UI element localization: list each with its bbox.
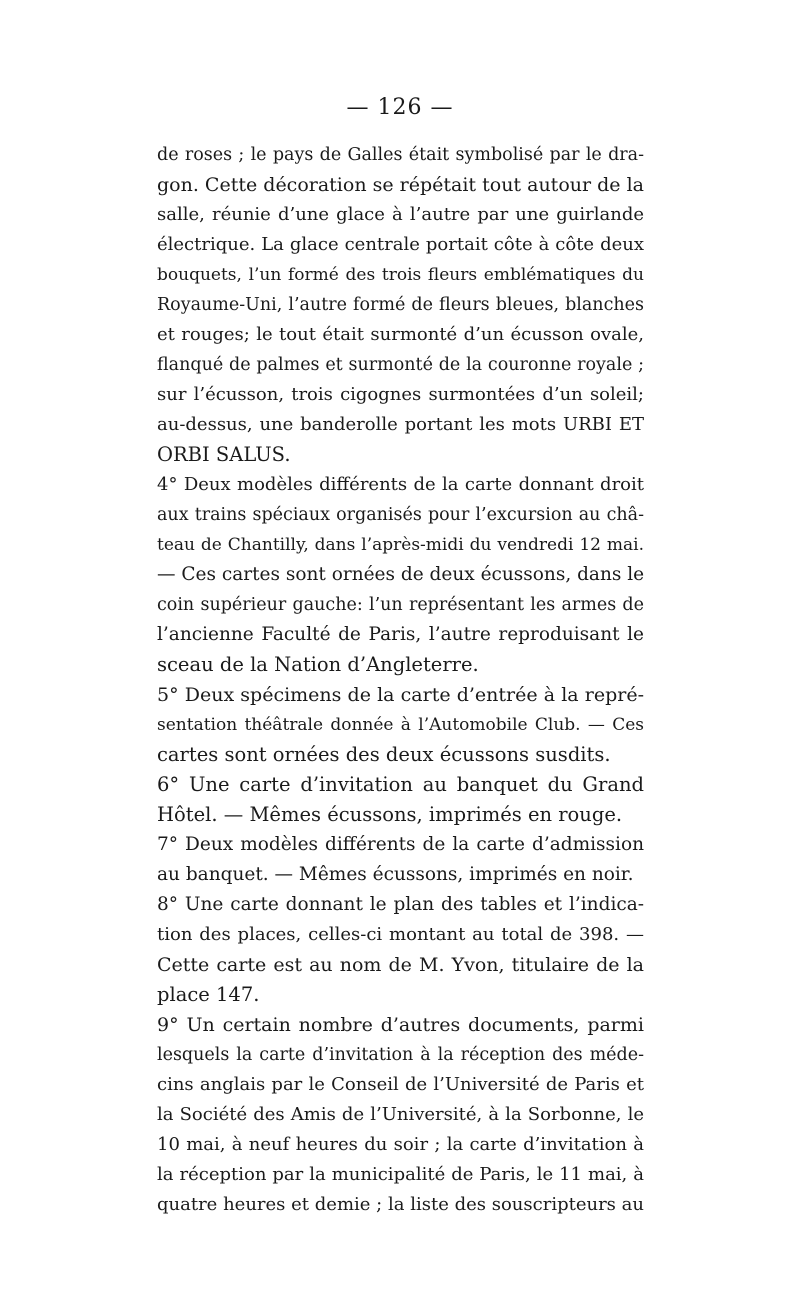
text-line: 7° Deux modèles différents de la carte d’admission bbox=[157, 834, 644, 855]
text-line: bouquets, l’un formé des trois fleurs emblématiques du bbox=[157, 265, 644, 285]
text-line: Cette carte est au nom de M. Yvon, titulaire de la bbox=[157, 954, 644, 976]
page-body bbox=[157, 140, 644, 1220]
text-line: 4° Deux modèles différents de la carte donnant droit bbox=[157, 474, 644, 495]
text-line: 9° Un certain nombre d’autres documents, parmi bbox=[157, 1014, 644, 1036]
text-line: place 147. bbox=[157, 983, 260, 1006]
text-line: la réception par la municipalité de Paris, le 11 mai, à bbox=[157, 1164, 644, 1185]
text-line: 8° Une carte donnant le plan des tables et l’indica- bbox=[157, 894, 644, 915]
text-line: salle, réunie d’une glace à l’autre par une guirlande bbox=[157, 204, 644, 225]
text-line: 6° Une carte d’invitation au banquet du Grand bbox=[157, 773, 644, 796]
text-line: sentation théâtrale donnée à l’Automobile Club. — Ces bbox=[157, 715, 644, 735]
text-line: sceau de la Nation d’Angleterre. bbox=[157, 653, 479, 676]
text-line: au banquet. — Mêmes écussons, imprimés en noir. bbox=[157, 864, 634, 885]
text-line: la Société des Amis de l’Université, à la Sorbonne, le bbox=[157, 1104, 644, 1125]
page-number-header: — 126 — bbox=[346, 95, 454, 120]
text-line: l’ancienne Faculté de Paris, l’autre reproduisant le bbox=[157, 624, 644, 645]
text-line: quatre heures et demie ; la liste des souscripteurs au bbox=[157, 1194, 644, 1215]
text-line: lesquels la carte d’invitation à la réception des méde- bbox=[157, 1045, 644, 1065]
text-line: cins anglais par le Conseil de l’Université de Paris et bbox=[157, 1074, 644, 1095]
text-line: et rouges; le tout était surmonté d’un écusson ovale, bbox=[157, 324, 644, 345]
text-line: tion des places, celles-ci montant au total de 398. — bbox=[157, 924, 644, 945]
text-line: gon. Cette décoration se répétait tout autour de la bbox=[157, 174, 644, 196]
text-line: sur l’écusson, trois cigognes surmontées d’un soleil; bbox=[157, 384, 644, 405]
text-line: au-dessus, une banderolle portant les mots URBI ET bbox=[157, 414, 644, 435]
text-line: 10 mai, à neuf heures du soir ; la carte d’invitation à bbox=[157, 1134, 644, 1155]
text-line: cartes sont ornées des deux écussons susdits. bbox=[157, 743, 611, 766]
text-line: Royaume-Uni, l’autre formé de fleurs bleues, blanches bbox=[157, 295, 644, 315]
text-line: aux trains spéciaux organisés pour l’excursion au châ- bbox=[157, 505, 644, 525]
text-line: ORBI SALUS. bbox=[157, 443, 291, 466]
text-line: Hôtel. — Mêmes écussons, imprimés en rouge. bbox=[157, 803, 623, 826]
text-line: teau de Chantilly, dans l’après-midi du vendredi 12 mai. bbox=[157, 535, 644, 555]
text-line: — Ces cartes sont ornées de deux écussons, dans le bbox=[157, 564, 645, 585]
text-line: électrique. La glace centrale portait côte à côte deux bbox=[157, 234, 644, 255]
text-line: flanqué de palmes et surmonté de la couronne royale ; bbox=[157, 355, 644, 375]
text-line: 5° Deux spécimens de la carte d’entrée à la repré- bbox=[157, 684, 644, 706]
text-line: de roses ; le pays de Galles était symbolisé par le dra- bbox=[157, 145, 644, 165]
text-line: coin supérieur gauche: l’un représentant les armes de bbox=[157, 595, 644, 615]
